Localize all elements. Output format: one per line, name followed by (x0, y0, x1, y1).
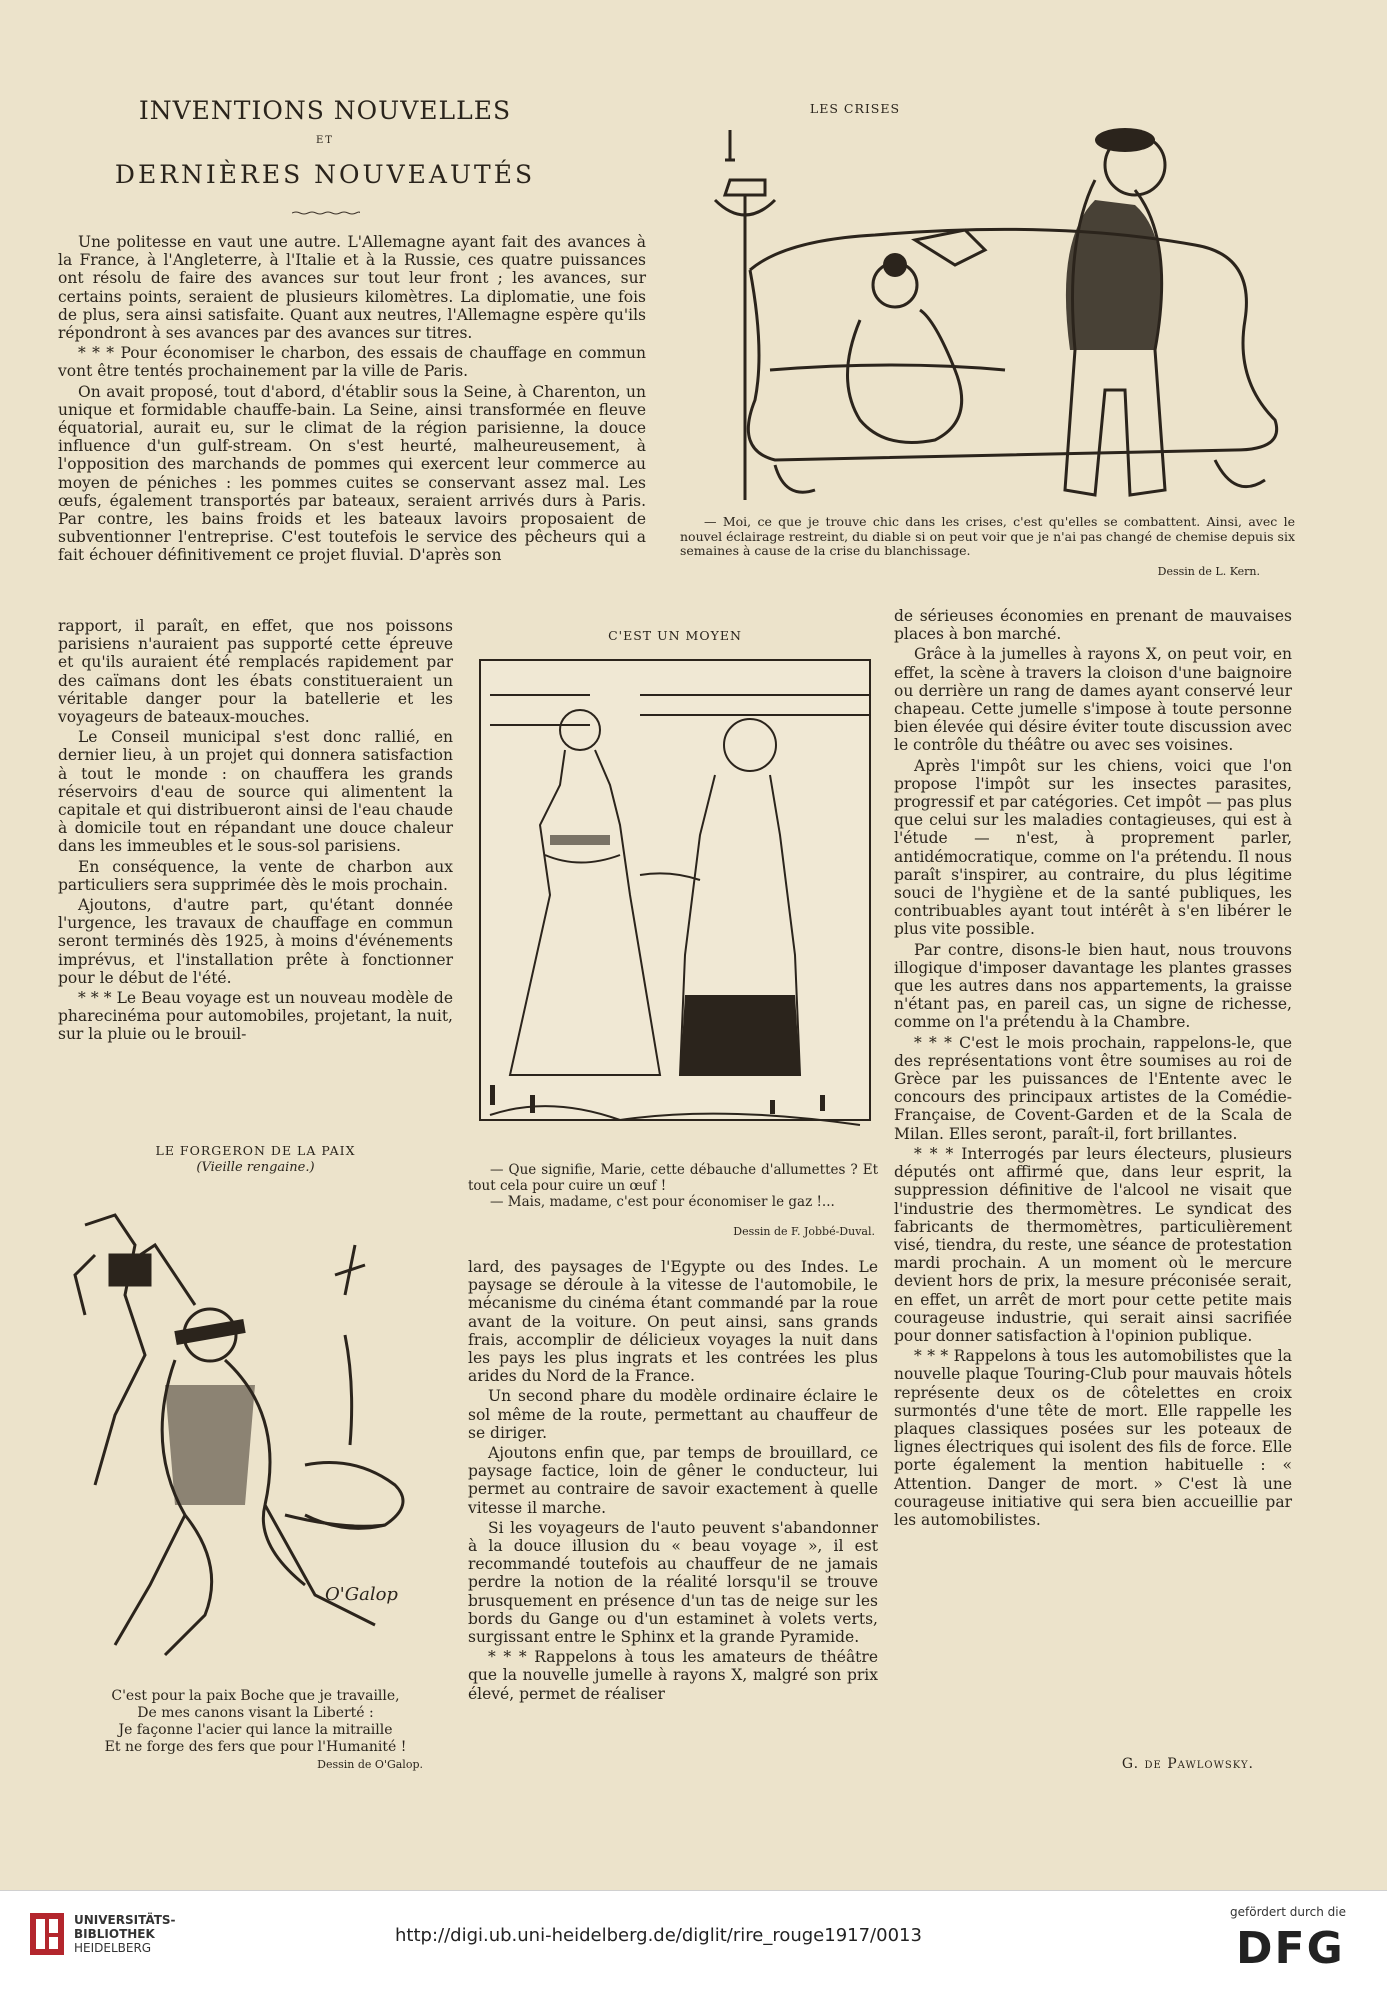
library-logo-icon (30, 1913, 64, 1955)
source-url-link[interactable]: http://digi.ub.uni-heidelberg.de/diglit/rire_rouge1917/0013 (395, 1925, 922, 1946)
paragraph: Si les voyageurs de l'auto peuvent s'abandonner à la douce illusion du « beau voyage », il est recommandé toutefois au chauffeur de ne jamais perdre la notion de la réalité lorsqu'il se trouve brusquement en présence d'un tas de neige sur les bords du Gange ou d'un estaminet à volets verts, surgissant entre le Sphinx et la grande Pyramide. (468, 1518, 878, 1647)
left-column-narrow-text (58, 617, 453, 1046)
funded-by-label: gefördert durch die (1230, 1905, 1346, 1919)
paragraph: Ajoutons, d'autre part, qu'étant donnée l'urgence, les travaux de chauffage en commun seront terminés dès 1925, à moins d'événements imprévus, et l'installation prête à fonctionner pour le début de l'été. (58, 896, 453, 987)
forgeron-subcaption: (Vieille rengaine.) (196, 1160, 315, 1175)
forgeron-illustration (55, 1185, 455, 1687)
paragraph: * * * Interrogés par leurs électeurs, plusieurs députés ont affirmé que, dans leur esprit, la suppression définitive de l'alcool ne visait que l'industrie des thermomètres. Le syndicat des fabricants de thermomètres, particulièrement visé, tiendra, du reste, une séance de protestation mardi prochain. A un moment où le mercure devient hors de prix, la mesure préconisée serait, en effet, un arrêt de mort pour cette petite mais courageuse industrie, qui serait ainsi sacrifiée pour donner satisfaction à l'opinion publique. (894, 1144, 1292, 1345)
paragraph: Une politesse en vaut une autre. L'Allemagne ayant fait des avances à la France, à l'Angleterre, à l'Italie et à la Russie, ces quatre puissances ont résolu de faire des avances sur tout leur front ; les avances, sur certains points, seraient de plusieurs kilomètres. La diplomatie, une fois de plus, sera ainsi satisfaite. Quant aux neutres, l'Allemagne espère qu'ils répondront à ses avances par des avances sur titres. (58, 233, 646, 343)
library-name: UNIVERSITÄTS- BIBLIOTHEK HEIDELBERG (74, 1913, 176, 1955)
paragraph: * * * Le Beau voyage est un nouveau modèle de pharecinéma pour automobiles, projetant, la nuit, sur la pluie ou le brouil- (58, 989, 453, 1044)
forgeron-signature: O'Galop (325, 1584, 398, 1605)
paragraph: On avait proposé, tout d'abord, d'établir sous la Seine, à Charenton, un unique et formidable chauffe-bain. La Seine, ainsi transformée en fleuve équatorial, aurait eu, sur le climat de la région parisienne, la douce influence d'un gulf-stream. On s'est heurté, malheureusement, à l'opposition des marchands de pommes qui exercent leur commerce au moyen de péniches : les pommes cuites se conservant assez mal. Les œufs, également transportés par bateaux, seraient arrivés durs à Paris. Par contre, les bains froids et les bateaux lavoirs proposaient de subventionner l'entreprise. C'est toutefois le service des pêcheurs qui a fait échouer définitivement ce projet fluvial. D'après son (58, 382, 646, 565)
paragraph: Après l'impôt sur les chiens, voici que l'on propose l'impôt sur les insectes parasites, progressif et par catégories. Cet impôt — pas plus que celui sur les maladies contagieuses, qui est à l'étude — n'est, à proprement parler, antidémocratique, comme on l'a prétendu. Il nous paraît s'inspirer, au contraire, du plus légitime souci de l'hygiène et de la santé publiques, les contribuables ayant tout intérêt à s'en libérer le plus vite possible. (894, 756, 1292, 939)
right-column-text (894, 607, 1292, 1531)
verse-line: Je façonne l'acier qui lance la mitraille (118, 1722, 393, 1738)
paragraph: Par contre, disons-le bien haut, nous trouvons illogique d'imposer davantage les plantes grasses que les autres dans nos appartements, la graisse n'étant pas, en pareil cas, un signe de richesse, comme on l'a prétendu à la Chambre. (894, 940, 1292, 1032)
middle-column-text (468, 1258, 878, 1705)
left-column-top-text (58, 233, 646, 567)
verse-line: Et ne forge des fers que pour l'Humanité ! (104, 1739, 407, 1755)
dfg-logo: DFG (1236, 1923, 1345, 1974)
paragraph: rapport, il paraît, en effet, que nos poissons parisiens n'auraient pas supporté cette épreuve et qu'ils auraient été remplacés rapidement par des caïmans dont les ébats constitueraient un véritable danger pour la batellerie et les voyageurs de bateaux-mouches. (58, 617, 453, 727)
paragraph: de sérieuses économies en prenant de mauvaises places à bon marché. (894, 607, 1292, 644)
article-title-et: ET (316, 135, 334, 146)
paragraph: Grâce à la jumelles à rayons X, on peut voir, en effet, la scène à travers la cloison d'une baignoire ou derrière un rang de dames ayant conservé leur chapeau. Cette jumelle s'impose à toute personne bien élevée qui désire éviter toute discussion avec le contrôle du théâtre ou avec ses voisines. (894, 645, 1292, 755)
paragraph: * * * Pour économiser le charbon, des essais de chauffage en commun vont être tentés prochainement par la ville de Paris. (58, 344, 646, 381)
library-footer (0, 1890, 1387, 1990)
moyen-text (468, 1162, 878, 1210)
title-ornament (292, 200, 360, 204)
dialogue-line: — Que signifie, Marie, cette débauche d'allumettes ? Et tout cela pour cuire un œuf ! (468, 1162, 878, 1194)
article-title-line2: DERNIÈRES NOUVEAUTÉS (114, 160, 536, 189)
verse-line: De mes canons visant la Liberté : (137, 1705, 374, 1721)
dialogue-line: — Mais, madame, c'est pour économiser le gaz !... (490, 1194, 835, 1210)
crises-text: — Moi, ce que je trouve chic dans les crises, c'est qu'elles se combattent. Ainsi, avec le nouvel éclairage restreint, du diable si on peut voir que je n'ai pas changé de chemise depuis six semaines à cause de la crise du blanchissage. (680, 514, 1295, 558)
forgeron-verse (58, 1688, 453, 1756)
paragraph: En conséquence, la vente de charbon aux particuliers sera supprimée dès le mois prochain. (58, 857, 453, 894)
verse-line: C'est pour la paix Boche que je travaille, (111, 1688, 400, 1704)
article-title-line1: INVENTIONS NOUVELLES (138, 96, 512, 125)
paragraph: Ajoutons enfin que, par temps de brouillard, ce paysage factice, loin de gêner le conducteur, lui permet au contraire de savoir exactement à quelle vitesse il marche. (468, 1444, 878, 1517)
forgeron-credit: Dessin de O'Galop. (317, 1758, 423, 1771)
paragraph: lard, des paysages de l'Egypte ou des Indes. Le paysage se déroule à la vitesse de l'automobile, le mécanisme du cinéma étant commandé par la roue avant de la voiture. On peut ainsi, sans grands frais, accomplir de délicieux voyages la nuit dans les pays les plus ingrats et les contrées les plus arides du Nord de la France. (468, 1258, 878, 1386)
forgeron-caption: LE FORGERON DE LA PAIX (155, 1143, 356, 1158)
paragraph: Le Conseil municipal s'est donc rallié, en dernier lieu, à un projet qui donnera satisfaction à tout le monde : on chauffera les grands réservoirs d'eau de source qui alimentent la capitale et qui distribueront ainsi de l'eau chaude à domicile tout en répandant une douce chaleur dans les immeubles et le sous-sol parisiens. (58, 728, 453, 856)
paragraph: * * * C'est le mois prochain, rappelons-le, que des représentations vont être soumises au roi de Grèce par les puissances de l'Entente avec le concours des principaux artistes de la Comédie-Française, de Covent-Garden et de la Scala de Milan. Elles seront, paraît-il, fort brillantes. (894, 1033, 1292, 1143)
crises-credit: Dessin de L. Kern. (1157, 565, 1260, 578)
moyen-credit: Dessin de F. Jobbé-Duval. (733, 1225, 875, 1238)
crises-illustration (675, 120, 1300, 513)
article-signature: G. de Pawlowsky. (1121, 1756, 1254, 1772)
moyen-caption: C'EST UN MOYEN (608, 628, 742, 643)
paragraph: Un second phare du modèle ordinaire éclaire le sol même de la route, permettant au chauffeur de se diriger. (468, 1387, 878, 1442)
crises-caption: LES CRISES (809, 101, 901, 116)
moyen-illustration (470, 655, 880, 1155)
paragraph: * * * Rappelons à tous les amateurs de théâtre que la nouvelle jumelle à rayons X, malgré son prix élevé, permet de réaliser (468, 1648, 878, 1703)
paragraph: * * * Rappelons à tous les automobilistes que la nouvelle plaque Touring-Club pour mauvais hôtels représente deux os de côtelettes en croix surmontés d'une tête de mort. Elle rappelle les plaques classiques posées sur les poteaux de lignes électriques qui isolent des fils de force. Elle porte également la mention habituelle : « Attention. Danger de mort. » C'est là une courageuse initiative qui sera bien accueillie par les automobilistes. (894, 1347, 1292, 1529)
